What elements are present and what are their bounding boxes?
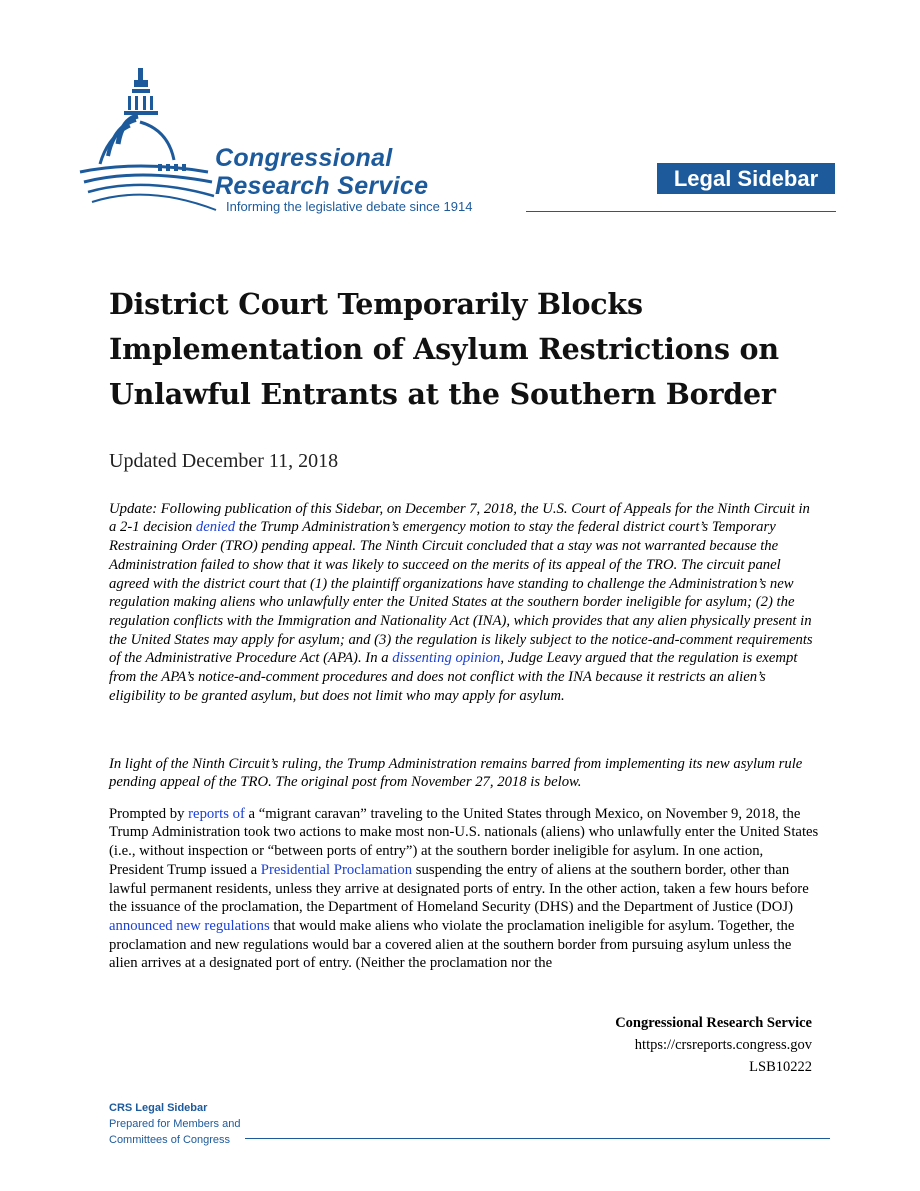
paragraph-text: the Trump Administration’s emergency motion to stay the federal district court’s Temporary Restraining Order (TRO) pending appeal. The Ninth Circuit concluded that a stay was not warranted because the Administration failed to show that it was likely to succeed on the merits of its appeal of the TRO. The circuit panel agreed with the district court that (1) the plaintiff organizations have standing to challenge the Administration’s new regulation making aliens who unlawfully enter the United States at the southern border ineligible for asylum; (2) the regulation conflicts with the Immigration and Nationality Act (INA), which provides that any alien physically present in the United States may apply for asylum; and (3) the regulation is likely subject to the notice-and-comment requirements of the Administrative Procedure Act (APA). In a: [109, 519, 813, 667]
body-paragraph: [109, 805, 819, 973]
paragraph-text: Update: Following publication of this Sidebar, on December 7, 2018, the U.S. Court of Appeals for the Ninth Circuit in a 2-1 decision: [109, 500, 810, 536]
update-paragraph: [109, 500, 819, 706]
capitol-dome-icon: [78, 64, 218, 224]
org-tagline: Informing the legislative debate since 1914: [226, 199, 473, 214]
inline-link[interactable]: reports of: [188, 805, 245, 822]
inline-link[interactable]: denied: [195, 519, 236, 536]
report-footer: [615, 1012, 812, 1078]
footer-org: Congressional Research Service: [615, 1015, 812, 1031]
paragraph-text: , Judge Leavy argued that the regulation is exempt from the APA’s notice-and-comment procedures and does not conflict with the INA because it restricts an alien’s eligibility to be granted asylum, but does not limit who may apply for asylum.: [109, 650, 798, 704]
legal-sidebar-badge: Legal Sidebar: [657, 163, 835, 194]
org-name: [215, 144, 428, 200]
footer-url[interactable]: https://crsreports.congress.gov: [634, 1037, 812, 1053]
prepared-line1: Prepared for Members and: [109, 1118, 241, 1130]
prepared-line2: Committees of Congress: [109, 1134, 231, 1146]
org-name-line2: Research Service: [215, 172, 429, 200]
org-name-line1: Congressional: [215, 144, 393, 172]
document-title: District Court Temporarily Blocks Implementation of Asylum Restrictions on Unlawful Entrants at the Southern Border: [109, 287, 779, 411]
inline-link[interactable]: dissenting opinion: [392, 650, 501, 667]
ninth-circuit-paragraph: In light of the Ninth Circuit’s ruling, the Trump Administration remains barred from implementing its new asylum rule pending appeal of the TRO. The original post from November 27, 2018 is below.: [109, 755, 803, 791]
header-divider: [526, 211, 836, 212]
series-name: CRS Legal Sidebar: [109, 1102, 208, 1114]
report-id: LSB10222: [749, 1059, 812, 1075]
crs-logo: [78, 64, 548, 224]
footer-divider: [245, 1138, 830, 1139]
series-label: [109, 1100, 240, 1148]
paragraph-text: that would make aliens who violate the proclamation ineligible for asylum. Together, the proclamation and new regulations would bar a covered alien at the southern border from pursuing asylum unless the alien arrives at a designated port of entry. (Neither the proclamation nor the: [109, 917, 795, 972]
paragraph-text: Prompted by: [109, 805, 189, 822]
inline-link[interactable]: Presidential Proclamation: [260, 861, 413, 878]
paragraph-text: suspending the entry of aliens at the southern border, other than lawful permanent residents, unless they arrive at designated ports of entry. In the other action, taken a few hours before the issuance of the proclamation, the Department of Homeland Security (DHS) and the Department of Justice (DOJ): [109, 861, 809, 916]
paragraph-text: a “migrant caravan” traveling to the United States through Mexico, on November 9, 2018, the Trump Administration took two actions to make most non-U.S. nationals (aliens) who unlawfully enter the United States (i.e., without inspection or “between ports of entry”) at the southern border ineligible for asylum. In one action, President Trump issued a: [109, 805, 819, 878]
inline-link[interactable]: announced new regulations: [109, 917, 270, 934]
updated-date: Updated December 11, 2018: [109, 450, 339, 472]
